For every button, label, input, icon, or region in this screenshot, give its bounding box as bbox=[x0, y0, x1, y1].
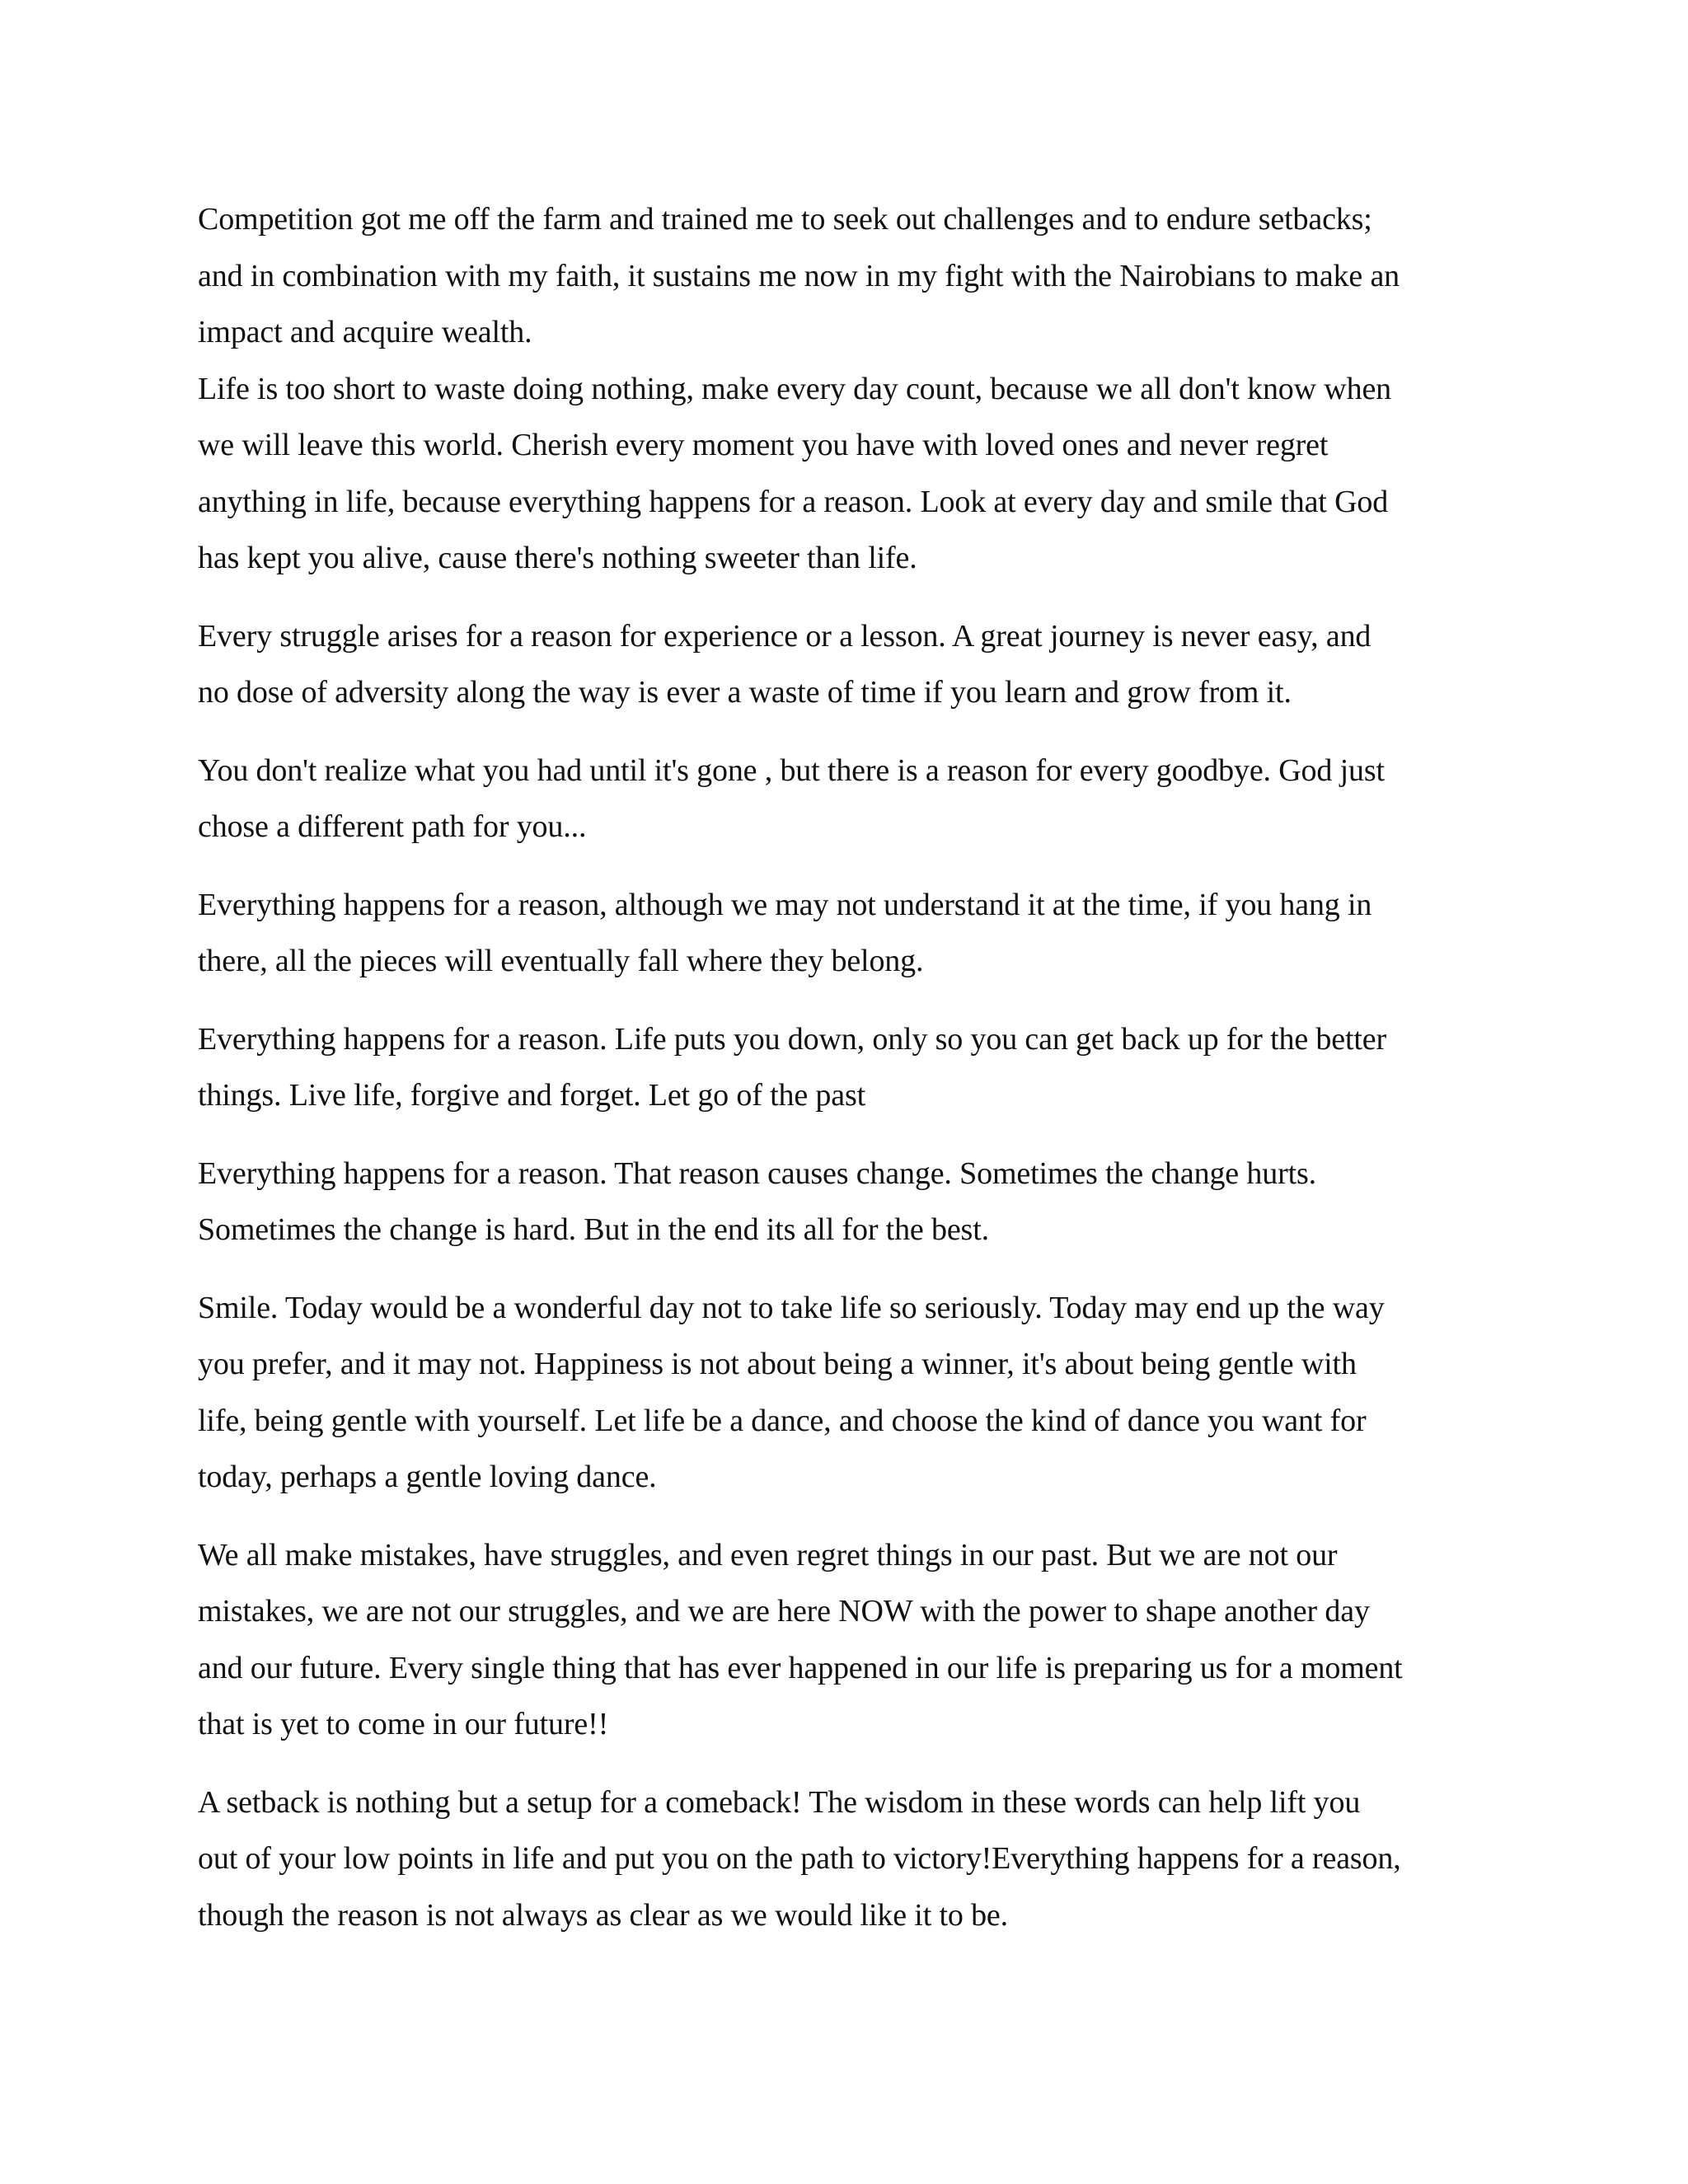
paragraph-every-struggle bbox=[198, 608, 1500, 721]
paragraph-line: Life is too short to waste doing nothing, make every day count, because we all don't know when bbox=[198, 371, 1392, 406]
paragraph-mistakes bbox=[198, 1527, 1500, 1753]
paragraph-change-hurts bbox=[198, 1146, 1500, 1258]
paragraph-line: has kept you alive, cause there's nothing sweeter than life. bbox=[198, 541, 917, 575]
paragraph-line: Everything happens for a reason. Life puts you down, only so you can get back up for the better bbox=[198, 1021, 1387, 1057]
paragraph-line: we will leave this world. Cherish every moment you have with loved ones and never regret bbox=[198, 428, 1329, 462]
paragraph-pieces-fall bbox=[198, 877, 1500, 990]
paragraph-line: things. Live life, forgive and forget. Let go of the past bbox=[198, 1078, 866, 1113]
paragraph-line: Everything happens for a reason. That reason causes change. Sometimes the change hurts. bbox=[198, 1155, 1316, 1191]
paragraph-line: Everything happens for a reason, although we may not understand it at the time, if you hang in bbox=[198, 887, 1372, 922]
paragraph-line: anything in life, because everything happens for a reason. Look at every day and smile that God bbox=[198, 484, 1389, 519]
paragraph-competition bbox=[198, 191, 1500, 361]
paragraph-reason-for-goodbye bbox=[198, 743, 1500, 855]
paragraph-line: and our future. Every single thing that has ever happened in our life is preparing us for a moment bbox=[198, 1650, 1403, 1685]
paragraph-line: that is yet to come in our future!! bbox=[198, 1707, 609, 1741]
paragraph-line: Competition got me off the farm and trained me to seek out challenges and to endure setbacks; bbox=[198, 202, 1372, 237]
paragraph-line: You don't realize what you had until it's gone , but there is a reason for every goodbye. God just bbox=[198, 752, 1385, 788]
document-body bbox=[198, 191, 1500, 1943]
paragraph-life-too-short bbox=[198, 361, 1500, 587]
paragraph-line: Every struggle arises for a reason for experience or a lesson. A great journey is never easy, and bbox=[198, 618, 1372, 654]
paragraph-line: you prefer, and it may not. Happiness is not about being a winner, it's about being gentle with bbox=[198, 1347, 1357, 1381]
paragraph-line: chose a different path for you... bbox=[198, 809, 587, 844]
paragraph-line: Smile. Today would be a wonderful day not to take life so seriously. Today may end up the way bbox=[198, 1290, 1385, 1325]
paragraph-line: mistakes, we are not our struggles, and we are here NOW with the power to shape another day bbox=[198, 1594, 1370, 1629]
paragraph-line: there, all the pieces will eventually fall where they belong. bbox=[198, 944, 924, 978]
paragraph-line: though the reason is not always as clear as we would like it to be. bbox=[198, 1897, 1008, 1933]
paragraph-line: no dose of adversity along the way is ever a waste of time if you learn and grow from it. bbox=[198, 675, 1292, 710]
paragraph-line: impact and acquire wealth. bbox=[198, 315, 532, 349]
paragraph-setback-comeback bbox=[198, 1774, 1500, 1944]
paragraph-smile-dance bbox=[198, 1280, 1500, 1506]
paragraph-line: Sometimes the change is hard. But in the end its all for the best. bbox=[198, 1212, 989, 1247]
paragraph-line: We all make mistakes, have struggles, and even regret things in our past. But we are not our bbox=[198, 1537, 1338, 1572]
paragraph-line: A setback is nothing but a setup for a comeback! The wisdom in these words can help lift you bbox=[198, 1784, 1361, 1820]
paragraph-line: and in combination with my faith, it sustains me now in my fight with the Nairobians to make an bbox=[198, 258, 1400, 293]
paragraph-line: out of your low points in life and put you on the path to victory!Everything happens for a reason, bbox=[198, 1841, 1401, 1876]
paragraph-line: life, being gentle with yourself. Let life be a dance, and choose the kind of dance you want for bbox=[198, 1403, 1367, 1438]
paragraph-line: today, perhaps a gentle loving dance. bbox=[198, 1460, 657, 1494]
paragraph-get-back-up bbox=[198, 1011, 1500, 1124]
